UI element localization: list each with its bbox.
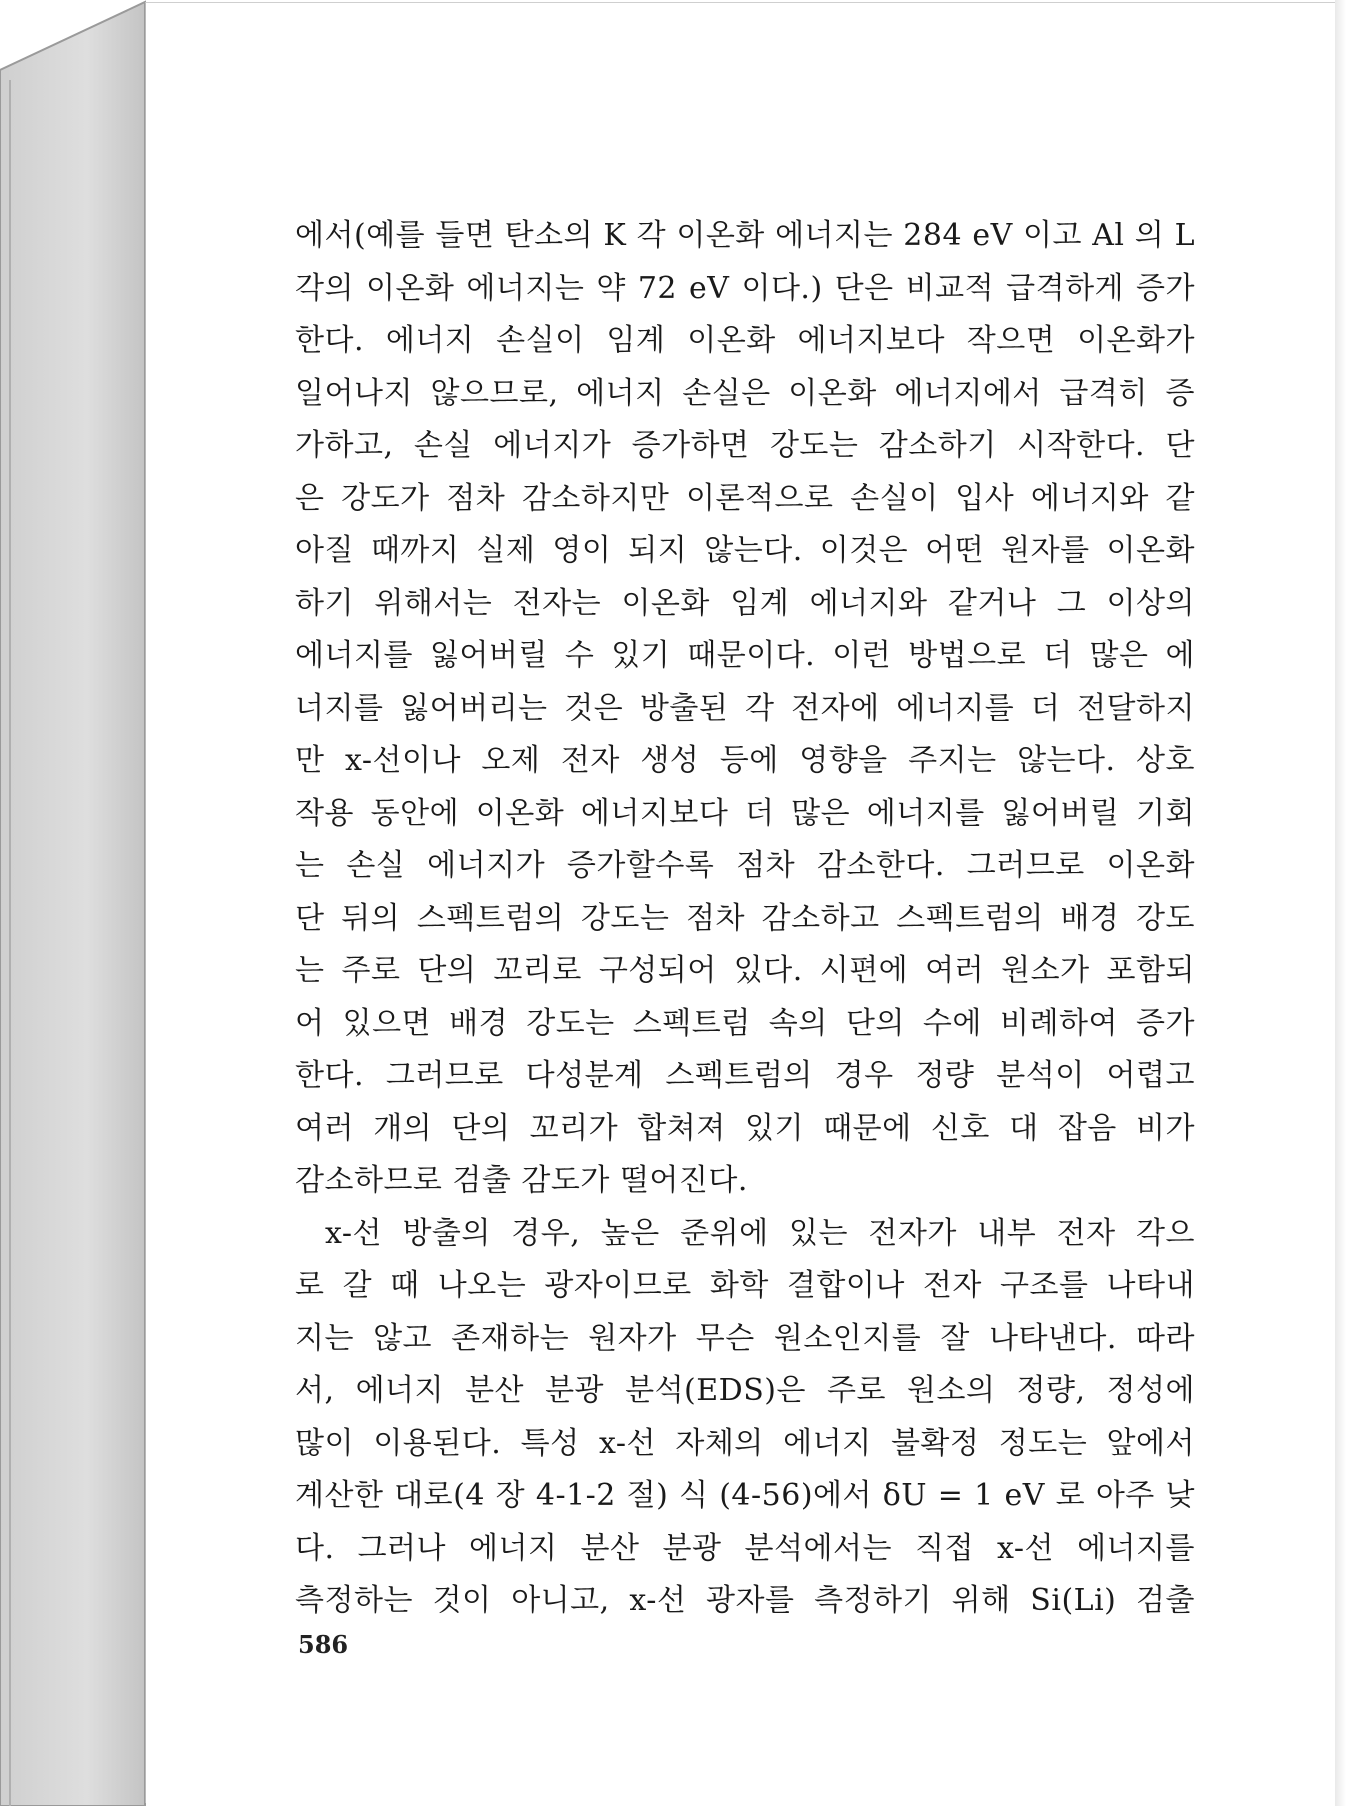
- text-line: 측정하는 것이 아니고, x-선 광자를 측정하기 위해 Si(Li) 검출: [295, 1583, 1195, 1618]
- text-line: 로 갈 때 나오는 광자이므로 화학 결합이나 전자 구조를 나타내: [295, 1268, 1195, 1303]
- text-line: 한다. 그러므로 다성분계 스펙트럼의 경우 정량 분석이 어렵고: [295, 1058, 1195, 1093]
- text-line: 는 손실 에너지가 증가할수록 점차 감소한다. 그러므로 이온화: [295, 848, 1195, 883]
- text-line: 가하고, 손실 에너지가 증가하면 강도는 감소하기 시작한다. 단: [295, 428, 1195, 463]
- text-line: 하기 위해서는 전자는 이온화 임계 에너지와 같거나 그 이상의: [295, 585, 1195, 621]
- text-line: 만 x-선이나 오제 전자 생성 등에 영향을 주지는 않는다. 상호: [295, 743, 1195, 778]
- text-line: 너지를 잃어버리는 것은 방출된 각 전자에 에너지를 더 전달하지: [295, 690, 1195, 726]
- text-line: 단 뒤의 스펙트럼의 강도는 점차 감소하고 스펙트럼의 배경 강도: [295, 900, 1195, 936]
- text-line: 서, 에너지 분산 분광 분석(EDS)은 주로 원소의 정량, 정성에: [295, 1373, 1195, 1408]
- book-spine: [0, 0, 150, 1806]
- body-text: [295, 210, 1195, 1628]
- text-line: 많이 이용된다. 특성 x-선 자체의 에너지 불확정 정도는 앞에서: [295, 1425, 1195, 1461]
- text-line: 감소하므로 검출 감도가 떨어진다.: [295, 1163, 748, 1198]
- text-line: 한다. 에너지 손실이 임계 이온화 에너지보다 작으면 이온화가: [295, 323, 1195, 358]
- text-line: 어 있으면 배경 강도는 스펙트럼 속의 단의 수에 비례하여 증가: [295, 1005, 1195, 1041]
- page-number: 586: [298, 1630, 349, 1659]
- text-line: 아질 때까지 실제 영이 되지 않는다. 이것은 어떤 원자를 이온화: [295, 533, 1195, 568]
- text-line: 일어나지 않으므로, 에너지 손실은 이온화 에너지에서 급격히 증: [295, 375, 1195, 411]
- text-line: 다. 그러나 에너지 분산 분광 분석에서는 직접 x-선 에너지를: [295, 1530, 1195, 1566]
- text-line: 는 주로 단의 꼬리로 구성되어 있다. 시편에 여러 원소가 포함되: [295, 953, 1195, 988]
- text-line: 은 강도가 점차 감소하지만 이론적으로 손실이 입사 에너지와 같: [295, 480, 1195, 516]
- text-line: 에너지를 잃어버릴 수 있기 때문이다. 이런 방법으로 더 많은 에: [295, 638, 1195, 673]
- text-line: x-선 방출의 경우, 높은 준위에 있는 전자가 내부 전자 각으: [325, 1215, 1195, 1251]
- text-line: 지는 않고 존재하는 원자가 무슨 원소인지를 잘 나타낸다. 따라: [295, 1320, 1195, 1356]
- text-line: 계산한 대로(4 장 4-1-2 절) 식 (4-56)에서 δU = 1 eV 로 아주 낮: [295, 1478, 1195, 1513]
- text-line: 각의 이온화 에너지는 약 72 eV 이다.) 단은 비교적 급격하게 증가: [295, 270, 1195, 306]
- text-line: 여러 개의 단의 꼬리가 합쳐져 있기 때문에 신호 대 잡음 비가: [295, 1110, 1195, 1146]
- text-line: 작용 동안에 이온화 에너지보다 더 많은 에너지를 잃어버릴 기회: [295, 795, 1195, 831]
- text-line: 에서(예를 들면 탄소의 K 각 이온화 에너지는 284 eV 이고 Al 의 L: [295, 218, 1195, 253]
- page-edge: [1335, 0, 1346, 1806]
